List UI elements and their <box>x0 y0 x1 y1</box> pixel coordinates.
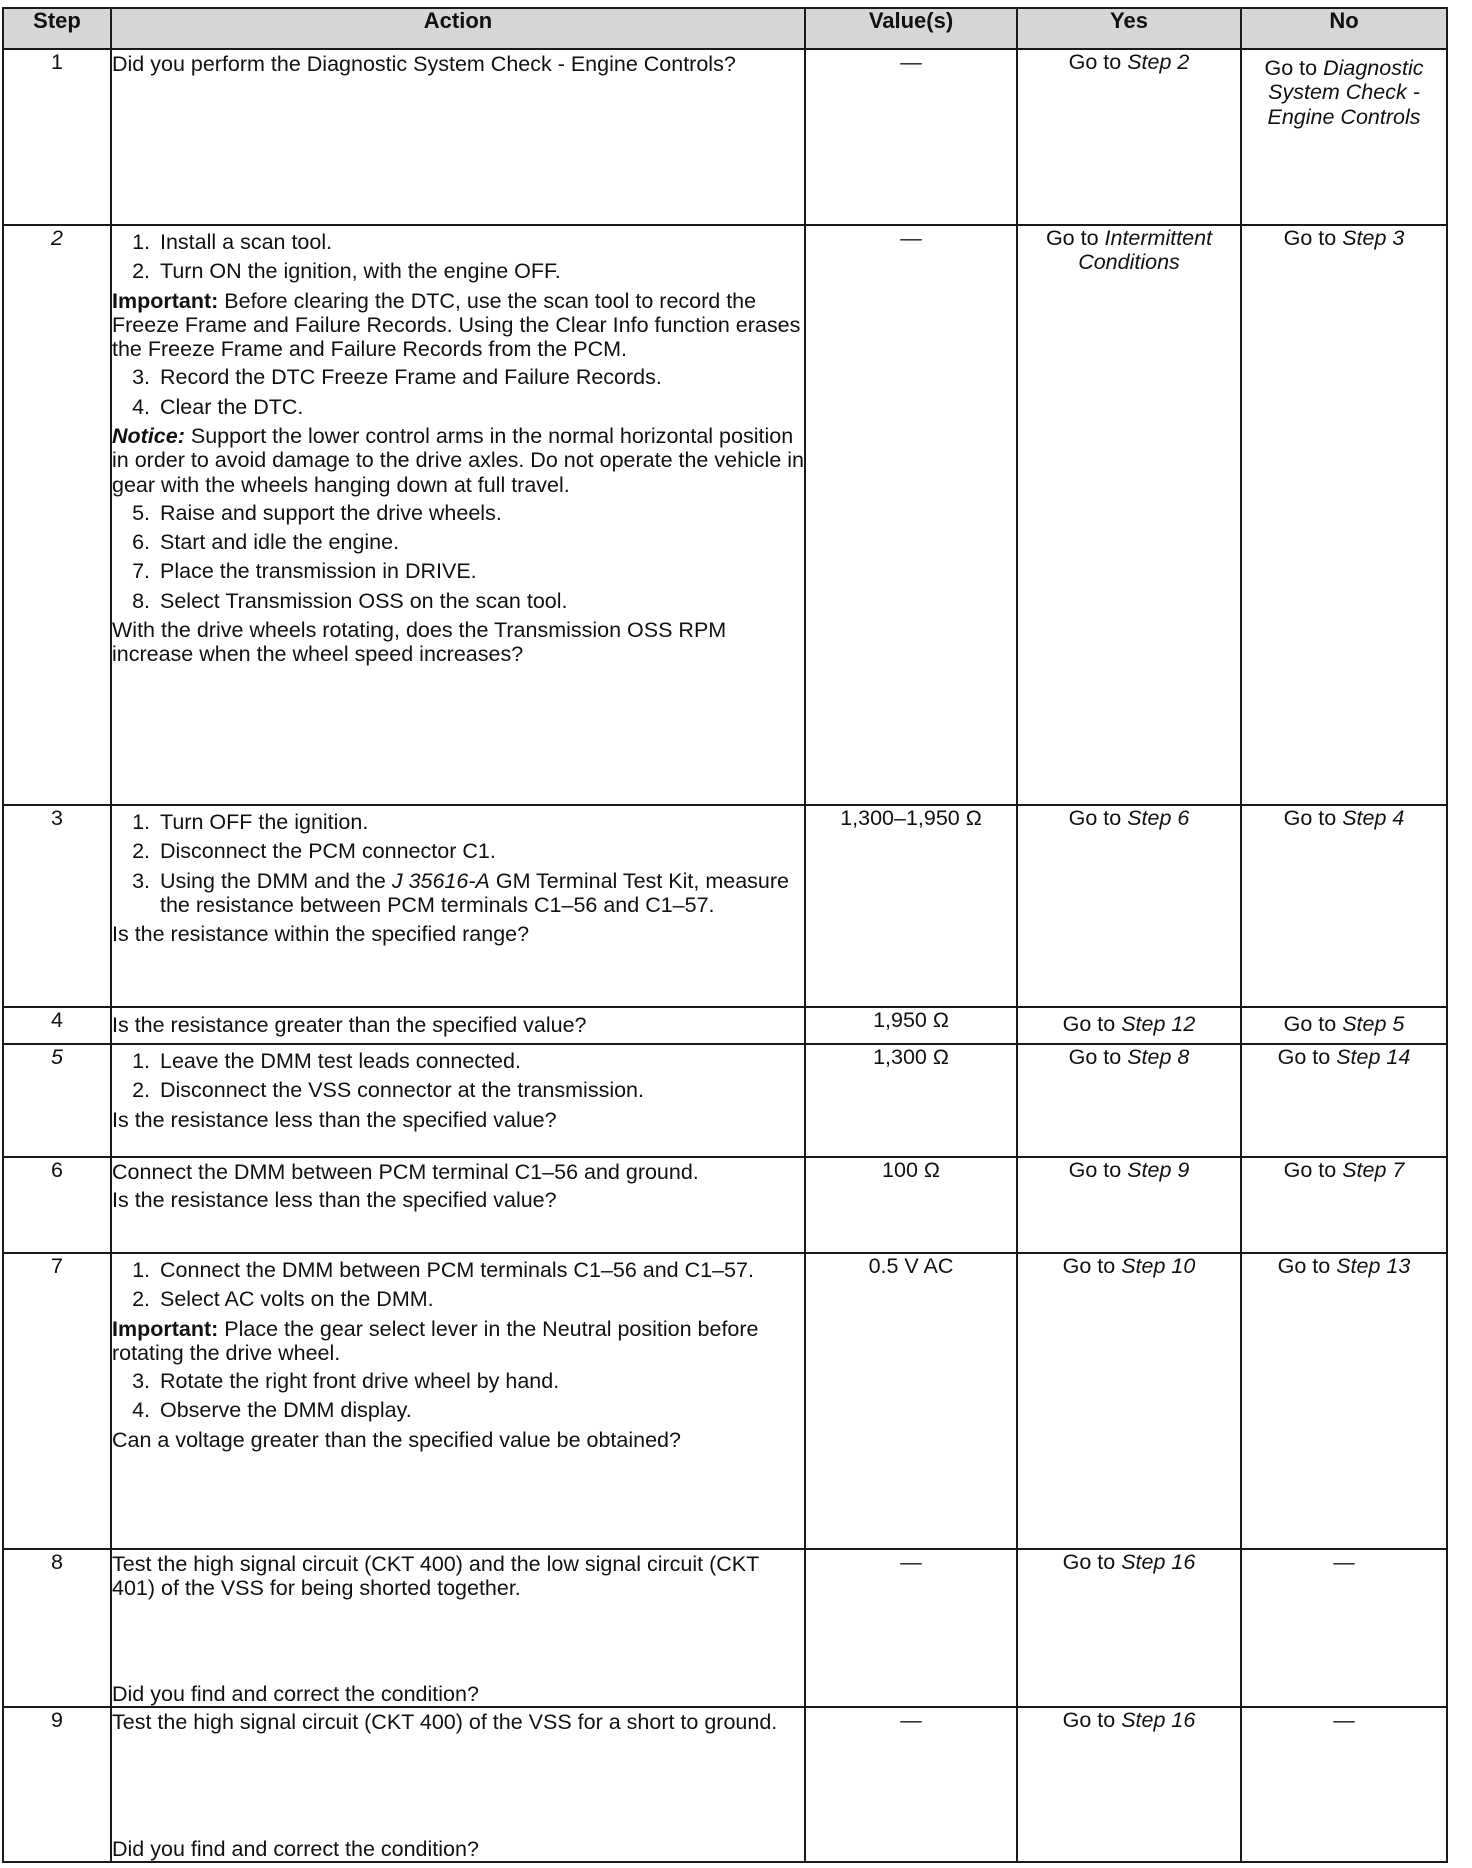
list-item: 3. Rotate the right front drive wheel by hand. <box>132 1369 560 1394</box>
yes-cell <box>1017 1707 1241 1862</box>
action-question: Is the resistance greater than the specified value? <box>112 1013 587 1038</box>
yes-target: Step 9 <box>1127 1158 1190 1182</box>
no-cell <box>1241 49 1447 225</box>
list-item: 4. Clear the DTC. <box>132 394 304 419</box>
step-number: 6 <box>3 1157 111 1253</box>
yes-target: Step 2 <box>1127 50 1190 74</box>
list-item: 3. Using the DMM and the J 35616-A GM Terminal Test Kit, measure the resistance between PCM terminals C1–56 and C1–57. <box>132 868 789 917</box>
header-values: Value(s) <box>805 8 1017 49</box>
value-cell: — <box>805 1549 1017 1707</box>
yes-target: Step 6 <box>1127 806 1190 830</box>
value-cell: 100 Ω <box>805 1157 1017 1253</box>
action-question: Can a voltage greater than the specified value be obtained? <box>112 1427 681 1452</box>
goto-label: Go to <box>1062 1254 1116 1278</box>
table-row <box>3 49 1447 225</box>
no-target: Step 7 <box>1342 1158 1405 1182</box>
list-item: 6. Start and idle the engine. <box>132 530 400 555</box>
value-cell: 1,300–1,950 Ω <box>805 805 1017 1007</box>
goto-label: Go to <box>1277 1045 1331 1069</box>
no-cell <box>1241 1253 1447 1549</box>
goto-label: Go to <box>1283 806 1337 830</box>
no-target: Step 14 <box>1336 1045 1411 1069</box>
action-cell <box>111 49 805 225</box>
goto-label: Go to <box>1068 1158 1122 1182</box>
value-cell: 0.5 V AC <box>805 1253 1017 1549</box>
action-question: Is the resistance less than the specified value? <box>112 1107 557 1132</box>
table-row <box>3 805 1447 1007</box>
yes-target: Step 12 <box>1121 1012 1196 1037</box>
diagnostic-table <box>2 7 1448 1863</box>
yes-cell <box>1017 805 1241 1007</box>
list-item: 7. Place the transmission in DRIVE. <box>132 559 477 584</box>
header-action: Action <box>111 8 805 49</box>
no-target: Diagnostic System Check - Engine Controls <box>1267 56 1424 129</box>
action-cell <box>111 1044 805 1157</box>
value-cell: — <box>805 1707 1017 1862</box>
no-target: Step 5 <box>1342 1012 1405 1037</box>
action-cell <box>111 1549 805 1707</box>
header-no: No <box>1241 8 1447 49</box>
value-cell: 1,950 Ω <box>805 1007 1017 1044</box>
header-yes: Yes <box>1017 8 1241 49</box>
yes-target: Step 8 <box>1127 1045 1190 1069</box>
step-number: 3 <box>3 805 111 1007</box>
action-question: Did you perform the Diagnostic System Check - Engine Controls? <box>112 52 736 76</box>
table-row <box>3 1707 1447 1862</box>
action-text: Test the high signal circuit (CKT 400) and the low signal circuit (CKT 401) of the VSS for being shorted together. <box>112 1552 759 1601</box>
yes-cell <box>1017 1549 1241 1707</box>
action-text: Connect the DMM between PCM terminal C1–56 and ground. <box>112 1160 699 1184</box>
yes-target: Intermittent Conditions <box>1078 226 1213 275</box>
yes-cell <box>1017 1007 1241 1044</box>
goto-label: Go to <box>1283 1158 1337 1182</box>
value-cell: — <box>805 49 1017 225</box>
goto-label: Go to <box>1264 56 1318 80</box>
action-cell <box>111 1157 805 1253</box>
yes-cell <box>1017 1253 1241 1549</box>
header-row <box>3 8 1447 49</box>
action-question: Did you find and correct the condition? <box>112 1681 479 1706</box>
value-cell: — <box>805 225 1017 805</box>
list-item: 1. Connect the DMM between PCM terminals C1–56 and C1–57. <box>132 1258 754 1282</box>
action-question: With the drive wheels rotating, does the Transmission OSS RPM increase when the wheel speed increases? <box>112 617 727 667</box>
step-number: 7 <box>3 1253 111 1549</box>
no-target: Step 13 <box>1336 1254 1411 1278</box>
yes-cell <box>1017 49 1241 225</box>
action-cell <box>111 1707 805 1862</box>
no-cell: — <box>1241 1707 1447 1862</box>
table-row <box>3 225 1447 805</box>
action-cell <box>111 1253 805 1549</box>
table-row <box>3 1253 1447 1549</box>
no-cell: — <box>1241 1549 1447 1707</box>
yes-cell <box>1017 225 1241 805</box>
goto-label: Go to <box>1062 1708 1116 1732</box>
goto-label: Go to <box>1283 1012 1337 1037</box>
no-target: Step 4 <box>1342 806 1405 830</box>
table-row <box>3 1549 1447 1707</box>
no-cell <box>1241 1007 1447 1044</box>
goto-label: Go to <box>1283 226 1337 250</box>
action-cell <box>111 805 805 1007</box>
action-cell <box>111 225 805 805</box>
action-question: Did you find and correct the condition? <box>112 1836 479 1861</box>
no-cell <box>1241 805 1447 1007</box>
list-item: 1. Turn OFF the ignition. <box>132 810 369 834</box>
step-number: 8 <box>3 1549 111 1707</box>
goto-label: Go to <box>1068 806 1122 830</box>
action-cell <box>111 1007 805 1044</box>
yes-cell <box>1017 1044 1241 1157</box>
table-row <box>3 1007 1447 1044</box>
no-cell <box>1241 225 1447 805</box>
step-number: 9 <box>3 1707 111 1862</box>
list-item: 2. Disconnect the PCM connector C1. <box>132 839 496 864</box>
goto-label: Go to <box>1277 1254 1331 1278</box>
goto-label: Go to <box>1045 226 1099 250</box>
important-note: Important: Before clearing the DTC, use the scan tool to record the Freeze Frame and Failure Records. Using the Clear Info function erases the Freeze Frame and Failure Records from the PCM. <box>112 288 801 362</box>
yes-target: Step 16 <box>1121 1550 1196 1574</box>
table-row <box>3 1157 1447 1253</box>
header-step: Step <box>3 8 111 49</box>
no-cell <box>1241 1044 1447 1157</box>
list-item: 2. Select AC volts on the DMM. <box>132 1287 434 1312</box>
list-item: 1. Install a scan tool. <box>132 230 333 254</box>
action-text: Test the high signal circuit (CKT 400) of the VSS for a short to ground. <box>112 1710 778 1734</box>
no-cell <box>1241 1157 1447 1253</box>
action-question: Is the resistance within the specified range? <box>112 922 530 947</box>
goto-label: Go to <box>1068 50 1122 74</box>
step-number: 2 <box>3 225 111 805</box>
no-target: Step 3 <box>1342 226 1405 250</box>
goto-label: Go to <box>1062 1550 1116 1574</box>
table-row <box>3 1044 1447 1157</box>
list-item: 2. Disconnect the VSS connector at the transmission. <box>132 1078 644 1103</box>
goto-label: Go to <box>1068 1045 1122 1069</box>
important-note: Important: Place the gear select lever in the Neutral position before rotating the drive wheel. <box>112 1316 759 1365</box>
list-item: 8. Select Transmission OSS on the scan tool. <box>132 588 568 613</box>
goto-label: Go to <box>1062 1012 1116 1037</box>
step-number: 5 <box>3 1044 111 1157</box>
list-item: 5. Raise and support the drive wheels. <box>132 500 502 525</box>
value-cell: 1,300 Ω <box>805 1044 1017 1157</box>
step-number: 4 <box>3 1007 111 1044</box>
list-item: 3. Record the DTC Freeze Frame and Failure Records. <box>132 365 662 390</box>
yes-target: Step 16 <box>1121 1708 1196 1732</box>
list-item: 2. Turn ON the ignition, with the engine OFF. <box>132 259 561 284</box>
notice-note: Notice: Support the lower control arms in the normal horizontal position in order to avoid damage to the drive axles. Do not operate the vehicle in gear with the wheels hanging down at full travel. <box>112 423 804 497</box>
yes-target: Step 10 <box>1121 1254 1196 1278</box>
yes-cell <box>1017 1157 1241 1253</box>
list-item: 4. Observe the DMM display. <box>132 1398 412 1423</box>
step-number: 1 <box>3 49 111 225</box>
action-question: Is the resistance less than the specified value? <box>112 1188 557 1213</box>
list-item: 1. Leave the DMM test leads connected. <box>132 1049 521 1073</box>
